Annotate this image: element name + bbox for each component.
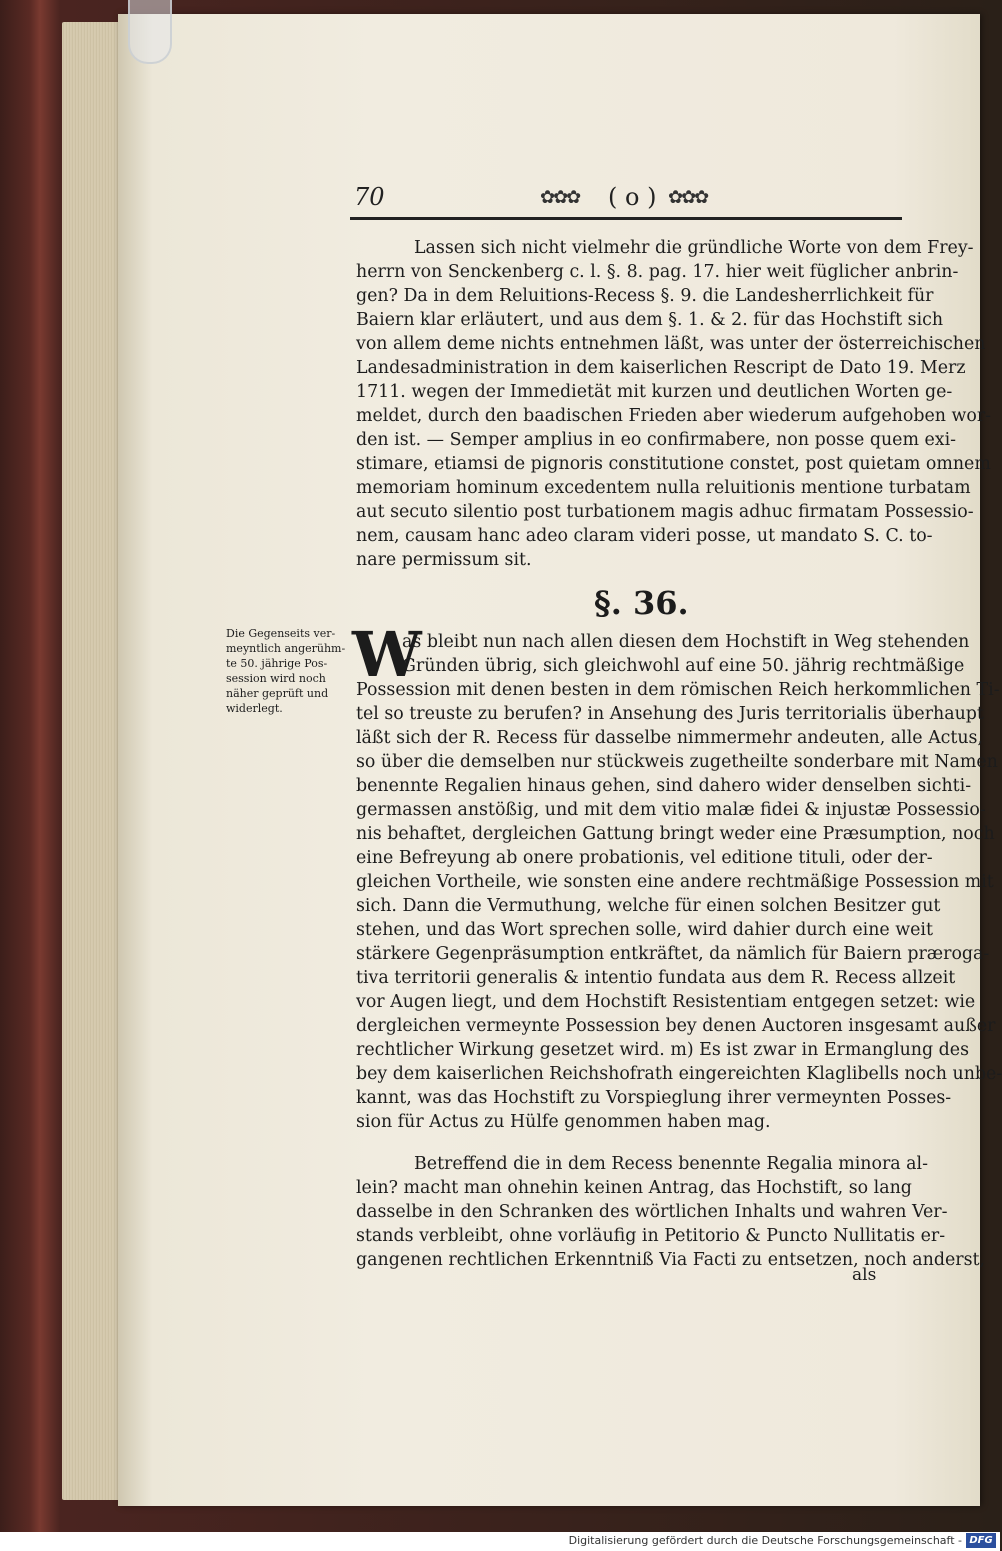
text-line: so über die demselben nur stückweis zugetheilte sonderbare mit Namen [356,752,998,772]
margin-note [226,626,346,716]
text-line: herrn von Senckenberg c. l. §. 8. pag. 17. hier weit füglicher anbrin- [356,262,959,282]
catchword: als [852,1265,877,1285]
text-line: stimare, etiamsi de pignoris constitutione constet, post quietam omnem [356,454,991,474]
text-line: as bleibt nun nach allen diesen dem Hochstift in Weg stehenden [402,632,970,652]
text-line: sion für Actus zu Hülfe genommen haben mag. [356,1112,771,1132]
text-line: 1711. wegen der Immedietät mit kurzen und deutlichen Worten ge- [356,382,953,402]
page-edges [62,22,122,1500]
text-line: nare permissum sit. [356,550,532,570]
page-number: 70 [354,183,385,211]
text-line: gen? Da in dem Reluitions-Recess §. 9. die Landesherrlichkeit für [356,286,934,306]
ornament-right-icon: ✿✿✿ [668,187,708,208]
text-line: memoriam hominum excedentem nulla reluitionis mentione turbatam [356,478,971,498]
text-line: nem, causam hanc adeo claram videri posse, ut mandato S. C. to- [356,526,933,546]
text-line: vor Augen liegt, und dem Hochstift Resistentiam entgegen setzet: wie [356,992,976,1012]
text-line: dasselbe in den Schranken des wörtlichen Inhalts und wahren Ver- [356,1202,948,1222]
text-line: gleichen Vortheile, wie sonsten eine andere rechtmäßige Possession mit [356,872,994,892]
margin-note-line: te 50. jährige Pos- [226,657,328,670]
section-heading: §. 36. [594,584,689,622]
text-line: meldet, durch den baadischen Frieden aber wiederum aufgehoben wor- [356,406,992,426]
digitization-credit: Digitalisierung gefördert durch die Deutsche Forschungsgemeinschaft - [568,1534,962,1547]
text-line: stärkere Gegenpräsumption entkräftet, da nämlich für Baiern prærogа- [356,944,990,964]
page-header [350,183,902,220]
drop-cap: W [352,618,422,691]
text-line: stehen, und das Wort sprechen solle, wird dahier durch eine weit [356,920,933,940]
text-line: den ist. — Semper amplius in eo confirmabere, non posse quem exi- [356,430,957,450]
text-line: rechtlicher Wirkung gesetzet wird. m) Es ist zwar in Ermanglung des [356,1040,969,1060]
text-line: gangenen rechtlichen Erkenntniß Via Facti zu entsetzen, noch anderst, [356,1250,986,1270]
text-line: nis behaftet, dergleichen Gattung bringt weder eine Præsumption, noch [356,824,995,844]
text-line: von allem deme nichts entnehmen läßt, was unter der österreichischen [356,334,986,354]
text-line: tiva territorii generalis & intentio fundata aus dem R. Recess allzeit [356,968,956,988]
text-line: bey dem kaiserlichen Reichshofrath eingereichten Klaglibells noch unbe- [356,1064,1002,1084]
text-line: eine Befreyung ab onere probationis, vel editione tituli, oder der- [356,848,933,868]
dfg-logo: DFG [966,1533,996,1548]
margin-note-line: session wird noch [226,672,326,685]
margin-note-line: widerlegt. [226,702,283,715]
margin-note-line: meyntlich angerühm- [226,642,346,655]
text-line: tel so treuste zu berufen? in Ansehung des Juris territorialis überhaupt [356,704,984,724]
text-line: Lassen sich nicht vielmehr die gründliche Worte von dem Frey- [414,238,974,258]
text-line: lein? macht man ohnehin keinen Antrag, das Hochstift, so lang [356,1178,912,1198]
text-line: aut secuto silentio post turbationem magis adhuc firmatam Possessio- [356,502,974,522]
text-line: Baiern klar erläutert, und aus dem §. 1. & 2. für das Hochstift sich [356,310,944,330]
page-clip [128,0,172,64]
text-line: stands verbleibt, ohne vorläufig in Petitorio & Puncto Nullitatis er- [356,1226,946,1246]
text-line: sich. Dann die Vermuthung, welche für einen solchen Besitzer gut [356,896,941,916]
text-line: läßt sich der R. Recess für dasselbe nimmermehr andeuten, alle Actus, [356,728,984,748]
text-line: Possession mit denen besten in dem römischen Reich herkommlichen Ti- [356,680,1000,700]
margin-note-line: näher geprüft und [226,687,329,700]
text-line: benennte Regalien hinaus gehen, sind dahero wider denselben sichti- [356,776,972,796]
text-line: Landesadministration in dem kaiserlichen Rescript de Dato 19. Merz [356,358,966,378]
text-line: Betreffend die in dem Recess benennte Regalia minora al- [414,1154,928,1174]
text-line: Gründen übrig, sich gleichwohl auf eine 50. jährig rechtmäßige [402,656,965,676]
text-line: dergleichen vermeynte Possession bey denen Auctoren insgesamt außer [356,1016,996,1036]
ornament-left-icon: ✿✿✿ [540,187,580,208]
margin-note-line: Die Gegenseits ver- [226,627,336,640]
text-line: germassen anstößig, und mit dem vitio malæ fidei & injustæ Possessio- [356,800,986,820]
signature-mark: ( o ) [608,183,657,211]
text-line: kannt, was das Hochstift zu Vorspieglung ihrer vermeynten Posses- [356,1088,952,1108]
